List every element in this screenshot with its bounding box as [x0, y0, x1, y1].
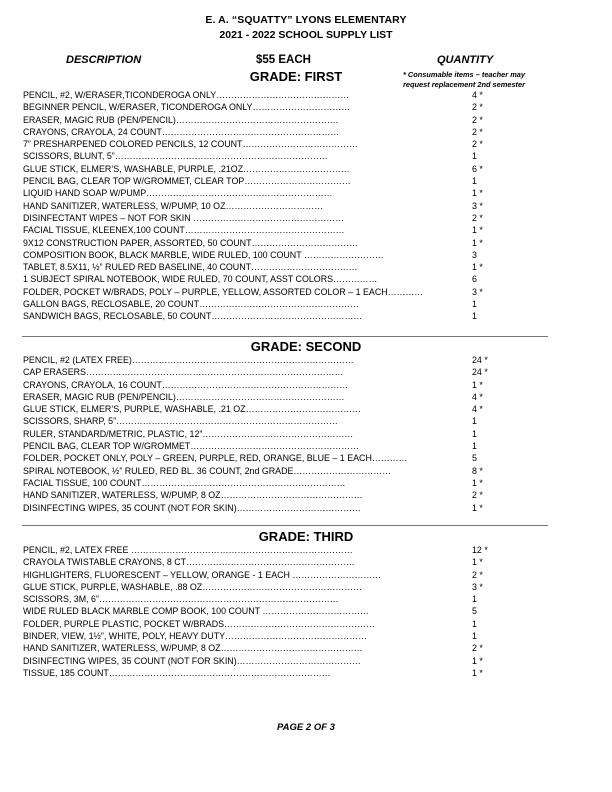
list-item	[23, 286, 503, 298]
grade-first-heading: GRADE: FIRST	[249, 69, 343, 84]
item-description: SCISSORS, BLUNT, 5”………………………………………………………………	[23, 151, 328, 162]
item-description: PENCIL BAG, CLEAR TOP W/GROMMET, CLEAR TOP………………………………	[23, 176, 351, 187]
consumable-note-line-1: * Consumable items – teacher may	[403, 70, 525, 79]
item-description: SPIRAL NOTEBOOK, ½” RULED, RED BL. 36 COUNT, 2nd GRADE……………………………	[23, 465, 392, 476]
list-item	[23, 237, 503, 249]
item-quantity: 1	[472, 311, 477, 322]
item-quantity: 1	[472, 176, 477, 187]
consumable-note-line-2: request replacement 2nd semester	[403, 80, 525, 89]
item-description: DISINFECTANT WIPES – NOT FOR SKIN ……………………………………………	[23, 212, 344, 223]
item-quantity: 1	[472, 416, 477, 427]
item-quantity: 1	[472, 631, 477, 642]
item-description: CRAYONS, CRAYOLA, 24 COUNT……………………………………………………	[23, 126, 340, 137]
item-description: BEGINNER PENCIL, W/ERASER, TICONDEROGA ONLY……………………………	[23, 102, 351, 113]
item-description: COMPOSITION BOOK, BLACK MARBLE, WIDE RULED, 100 COUNT ………………………	[23, 249, 384, 260]
item-description: CRAYONS, CRAYOLA, 16 COUNT………………………………………………………	[23, 379, 349, 390]
list-item	[23, 273, 503, 285]
description-column-header: DESCRIPTION	[66, 54, 142, 66]
list-item	[23, 618, 503, 630]
item-quantity: 6 *	[472, 163, 483, 174]
list-item	[23, 114, 503, 126]
item-quantity: 1	[472, 594, 477, 605]
grade-first-item-list	[23, 89, 503, 323]
item-description: 1 SUBJECT SPIRAL NOTEBOOK, WIDE RULED, 70 COUNT, ASST COLORS……………	[23, 274, 378, 285]
item-quantity: 2 *	[472, 490, 483, 501]
item-quantity: 1	[472, 618, 477, 629]
list-item	[23, 354, 503, 366]
item-description: SCISSORS, 3M, 6”………………………………………………………………………	[23, 594, 339, 605]
item-quantity: 5	[472, 453, 477, 464]
item-description: HAND SANITIZER, WATERLESS, W/PUMP, 8 OZ…………………………………………	[23, 490, 363, 501]
item-quantity: 1 *	[472, 225, 483, 236]
list-item	[23, 581, 503, 593]
list-item	[23, 642, 503, 654]
item-quantity: 5	[472, 606, 477, 617]
item-quantity: 1 *	[472, 557, 483, 568]
item-description: FOLDER, PURPLE PLASTIC, POCKET W/BRADS……………………………………………	[23, 618, 375, 629]
item-description: DISINFECTING WIPES, 35 COUNT (NOT FOR SKIN)……………………………………	[23, 502, 361, 513]
item-quantity: 8 *	[472, 465, 483, 476]
item-description: PENCIL, #2 (LATEX FREE)…………………………………………………………………	[23, 355, 354, 365]
list-item	[23, 379, 503, 391]
item-quantity: 1 *	[472, 237, 483, 248]
grade-third-heading: GRADE: THIRD	[258, 529, 354, 544]
item-description: CAP ERASERS……………………………………………………………………………	[23, 367, 344, 378]
list-item	[23, 465, 503, 477]
item-description: FOLDER, POCKET ONLY, POLY – GREEN, PURPLE, RED, ORANGE, BLUE – 1 EACH…………	[23, 453, 408, 464]
item-quantity: 1 *	[472, 379, 483, 390]
list-item	[23, 187, 503, 199]
item-description: GLUE STICK, ELMER’S, PURPLE, WASHABLE, .21 OZ…………………………………	[23, 404, 361, 415]
item-quantity: 6	[472, 274, 477, 285]
item-quantity: 1 *	[472, 188, 483, 199]
item-quantity: 1 *	[472, 262, 483, 273]
grade-third-item-list	[23, 544, 503, 679]
item-description: ERASER, MAGIC RUB (PEN/PENCIL)…………………………………………………	[23, 391, 345, 402]
list-item	[23, 667, 503, 679]
item-description: HAND SANITIZER, WATERLESS, W/PUMP, 8 OZ…………………………………………	[23, 643, 363, 654]
item-description: FACIAL TISSUE, KLEENEX,100 COUNT………………………………………………	[23, 225, 345, 236]
item-description: CRAYOLA TWISTABLE CRAYONS, 8 CT…………………………………………………	[23, 557, 355, 568]
list-item	[23, 249, 503, 261]
list-item	[23, 452, 503, 464]
list-item	[23, 403, 503, 415]
list-item	[23, 655, 503, 667]
item-quantity: 3 *	[472, 200, 483, 211]
item-description: FOLDER, POCKET W/BRADS, POLY – PURPLE, YELLOW, ASSORTED COLOR – 1 EACH…………	[23, 286, 424, 297]
list-item	[23, 593, 503, 605]
item-quantity: 1	[472, 441, 477, 452]
list-item	[23, 200, 503, 212]
list-item	[23, 556, 503, 568]
item-quantity: 3	[472, 249, 477, 260]
list-item	[23, 212, 503, 224]
item-description: GLUE STICK, ELMER’S, WASHABLE, PURPLE, .21OZ………………………………	[23, 163, 350, 174]
item-quantity: 1	[472, 151, 477, 162]
list-item	[23, 175, 503, 187]
section-divider	[22, 336, 548, 337]
list-item	[23, 366, 503, 378]
item-quantity: 1 *	[472, 667, 483, 678]
item-quantity: 3 *	[472, 581, 483, 592]
item-quantity: 4 *	[472, 404, 483, 415]
item-quantity: 2 *	[472, 212, 483, 223]
item-description: HIGHLIGHTERS, FLUORESCENT – YELLOW, ORANGE - 1 EACH …………………………	[23, 569, 382, 580]
item-quantity: 24 *	[472, 355, 488, 365]
list-item	[23, 440, 503, 452]
item-quantity: 2 *	[472, 643, 483, 654]
list-item	[23, 126, 503, 138]
page-number: PAGE 2 OF 3	[277, 722, 335, 733]
grade-second-heading: GRADE: SECOND	[250, 339, 362, 354]
grade-second-item-list	[23, 354, 503, 514]
list-item	[23, 163, 503, 175]
item-description: SCISSORS, SHARP, 5”…………………………………………………………………	[23, 416, 338, 427]
item-description: GALLON BAGS, RECLOSABLE, 20 COUNT………………………………………………	[23, 299, 359, 310]
item-quantity: 2 *	[472, 126, 483, 137]
item-quantity: 2 *	[472, 139, 483, 150]
list-item	[23, 605, 503, 617]
list-item	[23, 544, 503, 556]
section-divider	[22, 525, 548, 526]
list-item	[23, 477, 503, 489]
item-quantity: 12 *	[472, 545, 488, 555]
item-quantity: 3 *	[472, 286, 483, 297]
list-item	[23, 569, 503, 581]
item-description: 7” PRESHARPENED COLORED PENCILS, 12 COUNT…………………………………	[23, 139, 358, 150]
item-description: PENCIL, #2, LATEX FREE …………………………………………………………………	[23, 545, 353, 555]
item-quantity: 4 *	[472, 90, 483, 100]
school-name: E. A. “SQUATTY” LYONS ELEMENTARY	[205, 14, 407, 26]
item-quantity: 1	[472, 299, 477, 310]
item-quantity: 1 *	[472, 655, 483, 666]
item-description: HAND SANITIZER, WATERLESS, W/PUMP, 10 OZ……………………………	[23, 200, 324, 211]
item-quantity: 24 *	[472, 367, 488, 378]
item-description: ERASER, MAGIC RUB (PEN/PENCIL)……………………………………………….	[23, 114, 339, 125]
item-description: 9X12 CONSTRUCTION PAPER, ASSORTED, 50 COUNT………………………………	[23, 237, 358, 248]
item-description: SANDWICH BAGS, RECLOSABLE, 50 COUNT……………………………………………	[23, 311, 363, 322]
item-description: RULER, STANDARD/METRIC, PLASTIC, 12”……………………………………………	[23, 428, 354, 439]
item-quantity: 1 *	[472, 477, 483, 488]
item-description: WIDE RULED BLACK MARBLE COMP BOOK, 100 COUNT ………………………………	[23, 606, 369, 617]
list-item	[23, 89, 503, 101]
list-item	[23, 428, 503, 440]
list-item	[23, 138, 503, 150]
quantity-column-header: QUANTITY	[437, 54, 494, 66]
list-item	[23, 224, 503, 236]
item-quantity: 2 *	[472, 114, 483, 125]
item-description: BINDER, VIEW, 1½”, WHITE, POLY, HEAVY DUTY…………………………………………	[23, 631, 368, 642]
item-quantity: 1	[472, 428, 477, 439]
item-description: LIQUID HAND SOAP W/PUMP………………………………………………………	[23, 188, 333, 199]
list-item	[23, 310, 503, 322]
item-description: PENCIL BAG, CLEAR TOP W/GROMMET…………………………………………………	[23, 441, 359, 452]
list-item	[23, 391, 503, 403]
item-quantity: 1 *	[472, 502, 483, 513]
list-item	[23, 261, 503, 273]
item-description: GLUE STICK, PURPLE, WASHABLE, .88 OZ………………………………………………	[23, 581, 362, 592]
item-description: FACIAL TISSUE, 100 COUNT……………………………………………………………	[23, 477, 346, 488]
item-quantity: 2 *	[472, 102, 483, 113]
item-quantity: 2 *	[472, 569, 483, 580]
list-item	[23, 298, 503, 310]
list-item	[23, 101, 503, 113]
item-description: DISINFECTING WIPES, 35 COUNT (NOT FOR SKIN)……………………………………	[23, 655, 361, 666]
list-item	[23, 502, 503, 514]
item-quantity: 4 *	[472, 391, 483, 402]
list-item	[23, 150, 503, 162]
item-description: PENCIL, #2, W/ERASER,TICONDEROGA ONLY………………………………………	[23, 90, 350, 100]
list-item	[23, 415, 503, 427]
list-title: 2021 - 2022 SCHOOL SUPPLY LIST	[219, 29, 393, 41]
item-description: TISSUE, 185 COUNT…………………………………………………………………	[23, 667, 331, 678]
item-description: TABLET, 8.5X11, ½” RULED RED BASELINE, 40 COUNT………………………………	[23, 262, 358, 273]
price-label: $55 EACH	[256, 54, 311, 66]
list-item	[23, 489, 503, 501]
list-item	[23, 630, 503, 642]
